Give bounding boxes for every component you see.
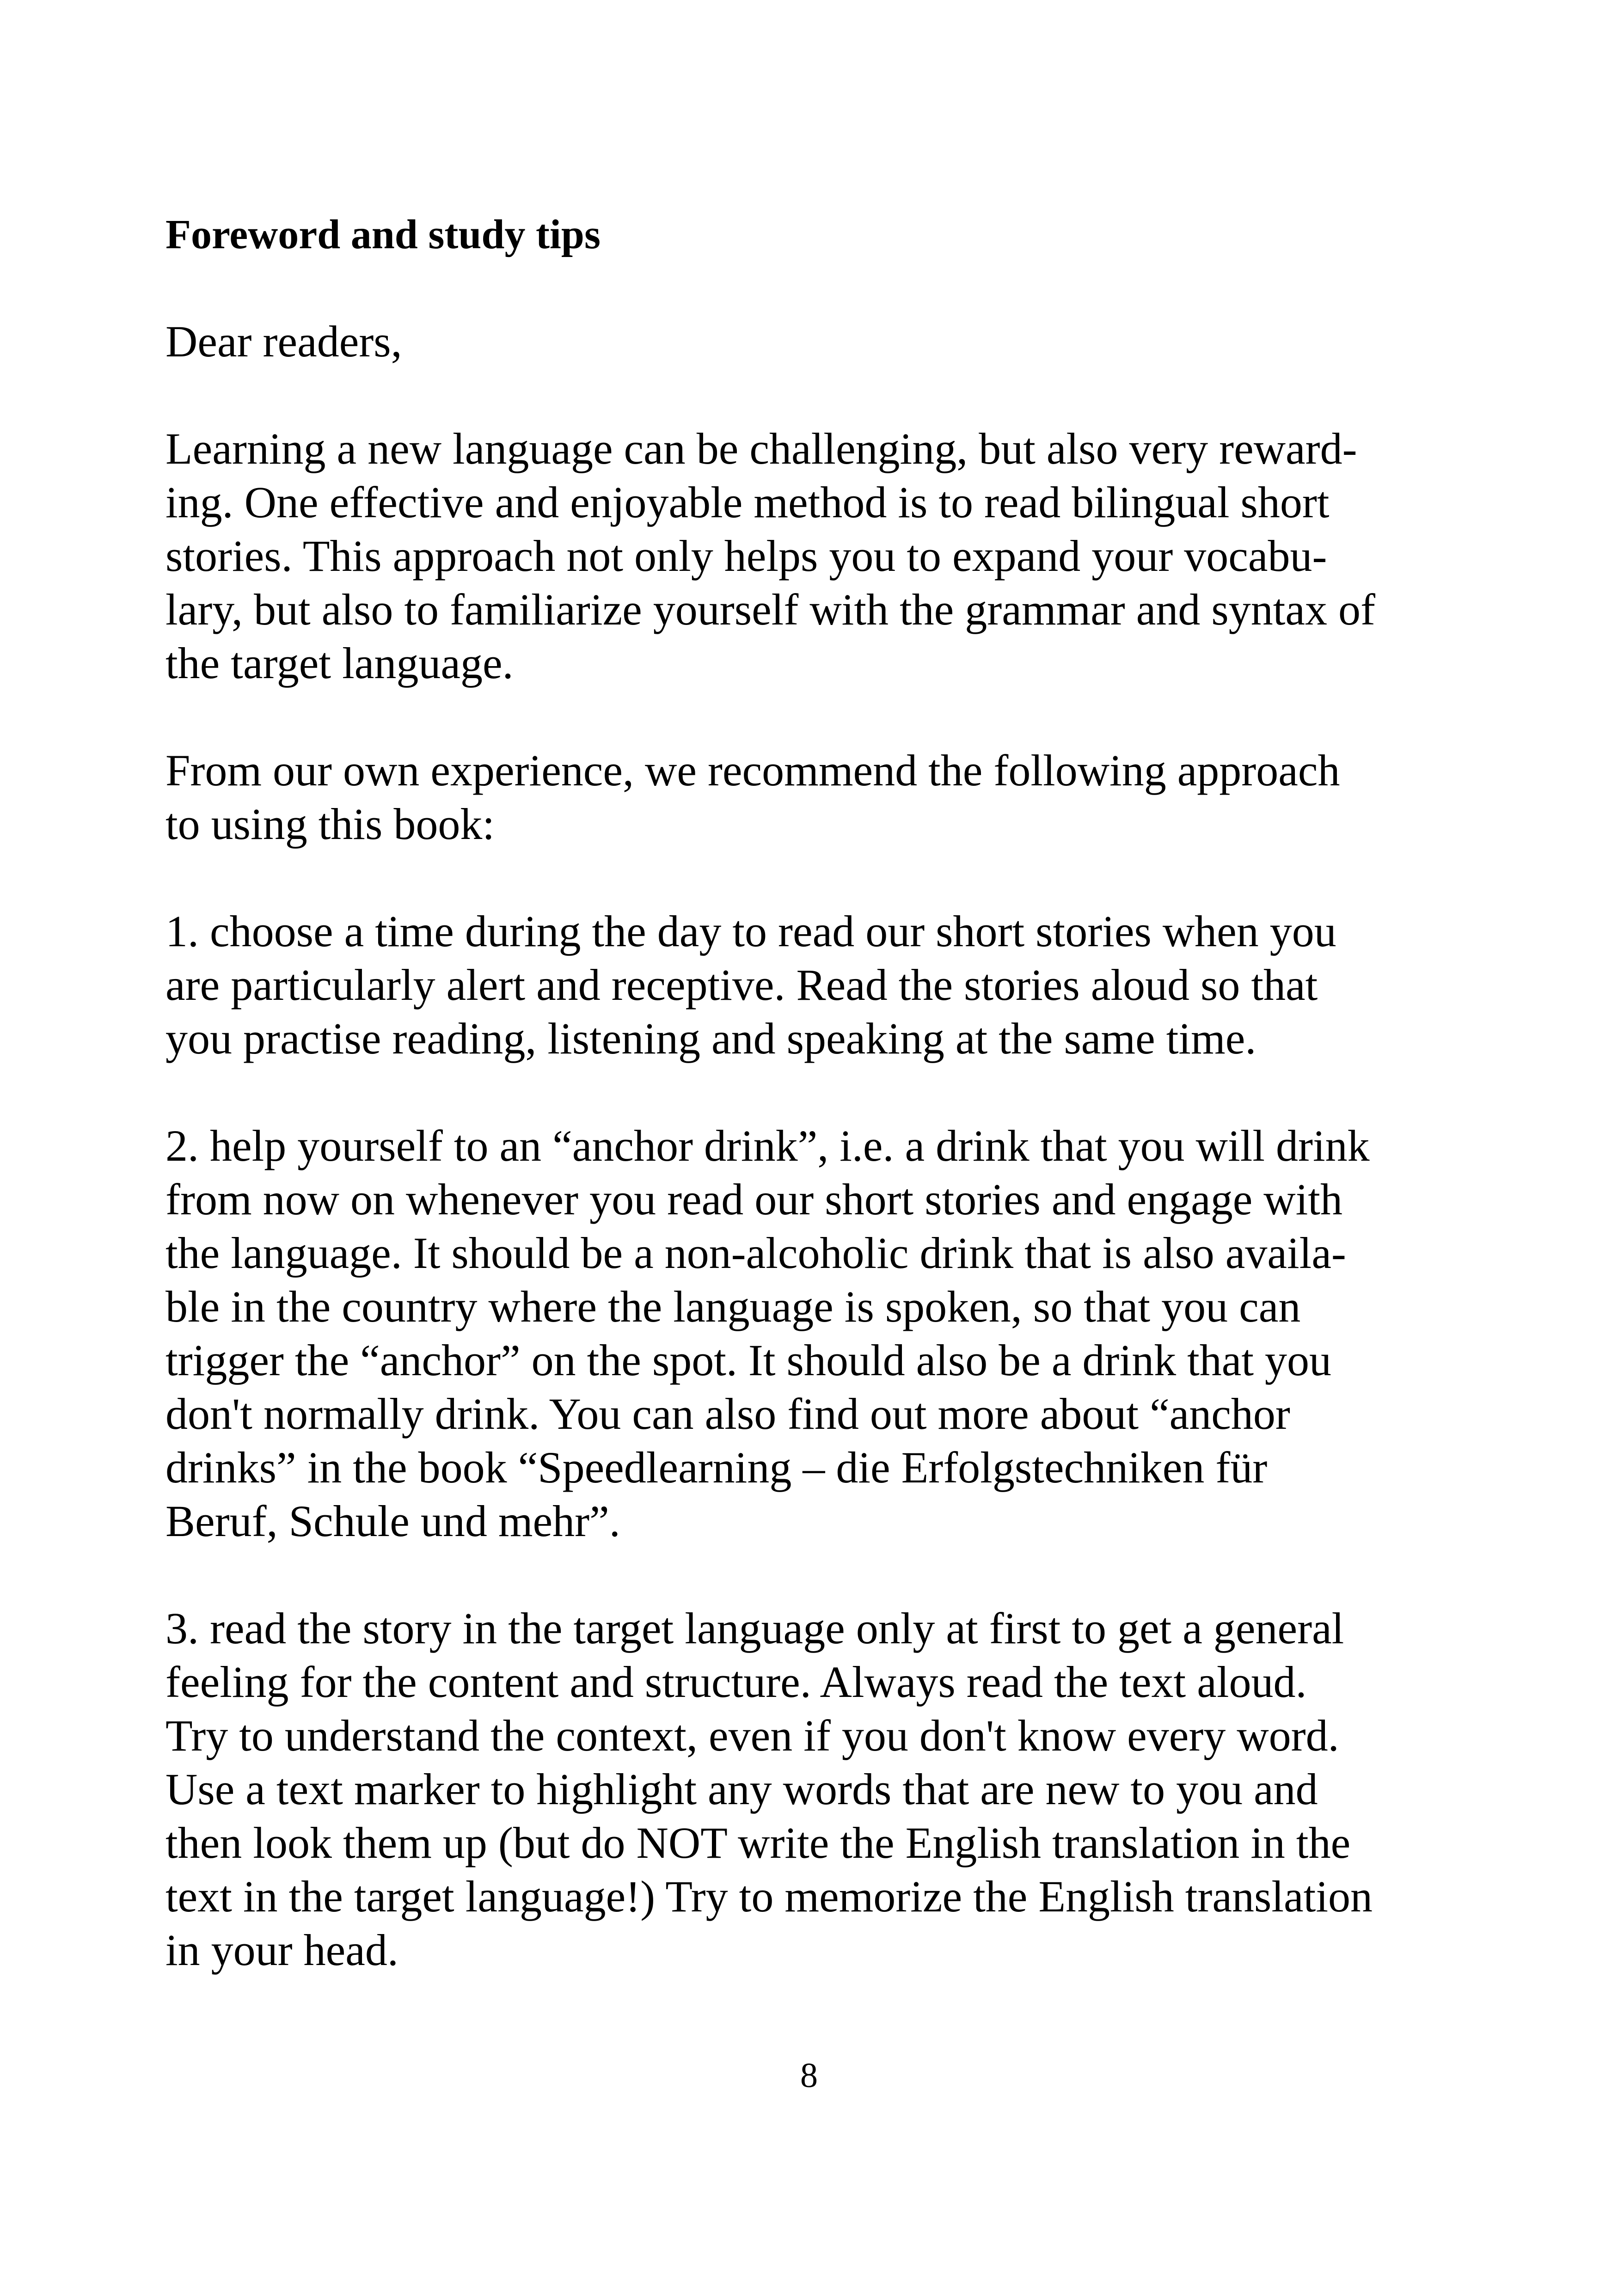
paragraph-line: 2. help yourself to an “anchor drink”, i.e. a drink that you will drink	[165, 1121, 1370, 1170]
paragraph-line: feeling for the content and structure. Always read the text aloud.	[165, 1657, 1307, 1707]
paragraph-line: ble in the country where the language is spoken, so that you can	[165, 1282, 1301, 1331]
paragraph-line: from now on whenever you read our short stories and engage with	[165, 1175, 1342, 1224]
page-heading: Foreword and study tips	[165, 212, 601, 257]
paragraph-line: to using this book:	[165, 799, 495, 849]
paragraph-line: then look them up (but do NOT write the English translation in the	[165, 1818, 1351, 1867]
greeting: Dear readers,	[165, 317, 402, 366]
paragraph-line: drinks” in the book “Speedlearning – die Erfolgstechniken für	[165, 1443, 1268, 1492]
paragraph-line: Use a text marker to highlight any words that are new to you and	[165, 1764, 1318, 1814]
paragraph-line: Learning a new language can be challenging, but also very reward-	[165, 424, 1357, 473]
paragraph-line: don't normally drink. You can also find out more about “anchor	[165, 1389, 1290, 1439]
paragraph-line: ing. One effective and enjoyable method is to read bilingual short	[165, 478, 1330, 527]
paragraph-line: the language. It should be a non-alcoholic drink that is also availa-	[165, 1228, 1346, 1278]
paragraph-line: lary, but also to familiarize yourself with the grammar and syntax of	[165, 585, 1375, 634]
paragraph-line: 1. choose a time during the day to read our short stories when you	[165, 906, 1336, 956]
paragraph-line: the target language.	[165, 638, 514, 688]
paragraph-line: trigger the “anchor” on the spot. It should also be a drink that you	[165, 1335, 1332, 1385]
paragraph-line: in your head.	[165, 1925, 398, 1975]
paragraph-line: Try to understand the context, even if you don't know every word.	[165, 1711, 1339, 1760]
paragraph-tip-2	[165, 1119, 1451, 1548]
paragraph-tip-3	[165, 1602, 1451, 1977]
page-number: 8	[800, 2056, 818, 2095]
page-content	[165, 200, 1451, 1977]
paragraph-intro	[165, 422, 1451, 690]
paragraph-line: Beruf, Schule und mehr”.	[165, 1496, 620, 1546]
paragraph-tip-1	[165, 905, 1451, 1065]
paragraph-line: 3. read the story in the target language only at first to get a general	[165, 1604, 1344, 1653]
paragraph-line: text in the target language!) Try to memorize the English translation	[165, 1872, 1373, 1921]
paragraph-line: you practise reading, listening and speaking at the same time.	[165, 1014, 1256, 1063]
paragraph-line: From our own experience, we recommend the following approach	[165, 746, 1340, 795]
paragraph-recommendation	[165, 744, 1451, 851]
paragraph-line: stories. This approach not only helps you to expand your vocabu-	[165, 531, 1327, 581]
paragraph-line: are particularly alert and receptive. Read the stories aloud so that	[165, 960, 1318, 1010]
